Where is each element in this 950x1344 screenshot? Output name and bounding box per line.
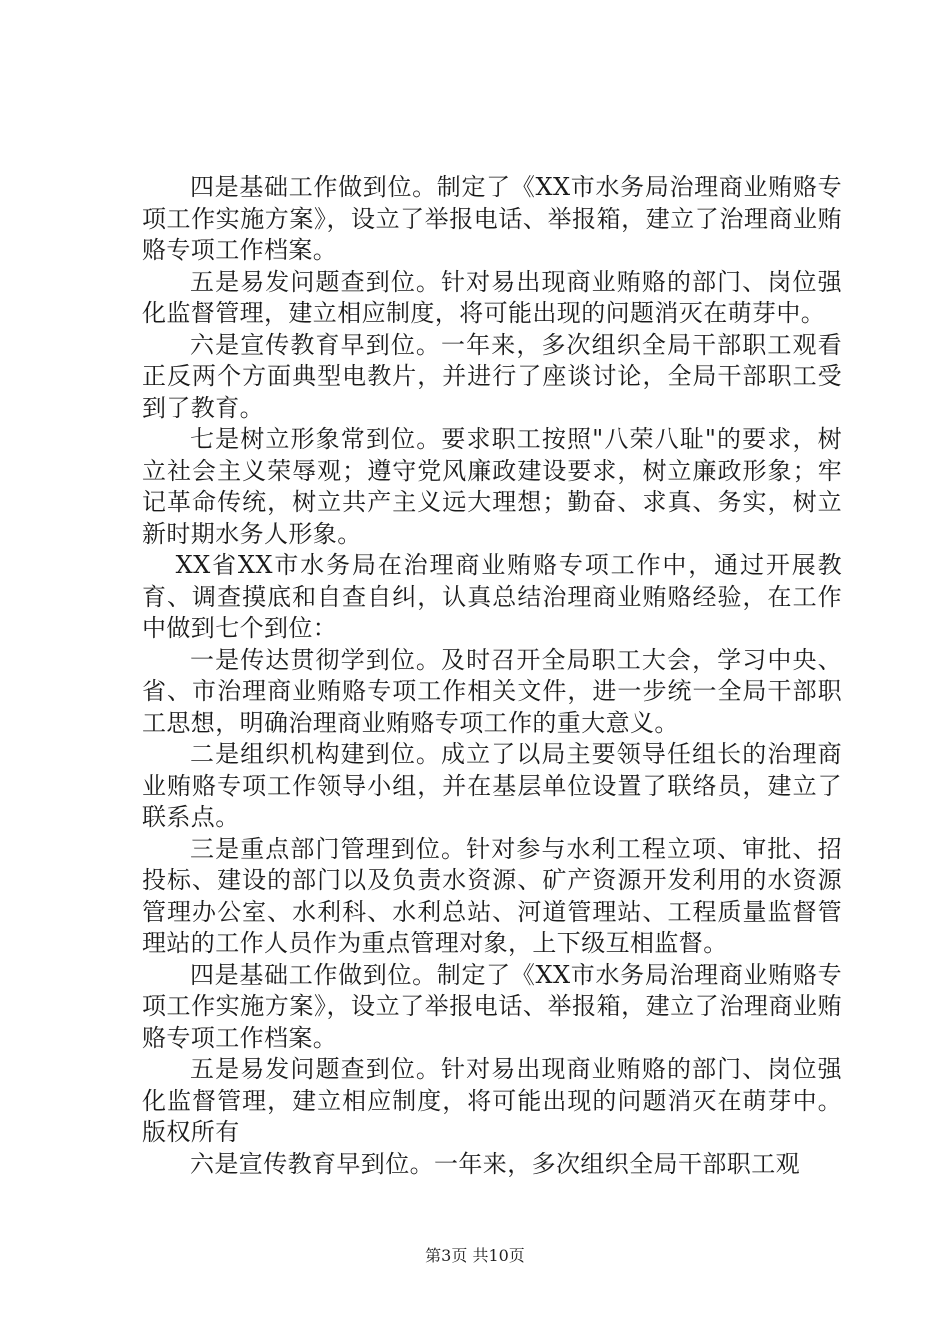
page-footer: 第3页 共10页 bbox=[425, 1246, 525, 1265]
paragraph-2: 二是组织机构建到位。成立了以局主要领导任组长的治理商业贿赂专项工作领导小组，并在基层单位设置了联络员，建立了联系点。 bbox=[142, 740, 842, 831]
paragraph-7: 七是树立形象常到位。要求职工按照"八荣八耻"的要求，树立社会主义荣辱观；遵守党风廉政建设要求，树立廉政形象；牢记革命传统，树立共产主义远大理想；勤奋、求真、务实，树立新时期水务人形象。 bbox=[142, 425, 842, 548]
paragraph-intro: XX省XX市水务局在治理商业贿赂专项工作中，通过开展教育、调查摸底和自查自纠，认真总结治理商业贿赂经验，在工作中做到七个到位： bbox=[142, 551, 842, 642]
document-body bbox=[142, 172, 842, 1180]
paragraph-5: 五是易发问题查到位。针对易出现商业贿赂的部门、岗位强化监督管理，建立相应制度，将可能出现的问题消灭在萌芽中。 bbox=[142, 267, 842, 327]
paragraph-5-repeat: 五是易发问题查到位。针对易出现商业贿赂的部门、岗位强化监督管理，建立相应制度，将可能出现的问题消灭在萌芽中。版权所有 bbox=[142, 1055, 842, 1146]
paragraph-6-repeat: 六是宣传教育早到位。一年来，多次组织全局干部职工观 bbox=[190, 1149, 800, 1178]
paragraph-4: 四是基础工作做到位。制定了《XX市水务局治理商业贿赂专项工作实施方案》，设立了举报电话、举报箱，建立了治理商业贿赂专项工作档案。 bbox=[142, 173, 842, 264]
paragraph-4-repeat: 四是基础工作做到位。制定了《XX市水务局治理商业贿赂专项工作实施方案》，设立了举报电话、举报箱，建立了治理商业贿赂专项工作档案。 bbox=[142, 960, 842, 1052]
paragraph-6: 六是宣传教育早到位。一年来，多次组织全局干部职工观看正反两个方面典型电教片，并进行了座谈讨论，全局干部职工受到了教育。 bbox=[142, 330, 842, 422]
paragraph-3: 三是重点部门管理到位。针对参与水利工程立项、审批、招投标、建设的部门以及负责水资源、矿产资源开发利用的水资源管理办公室、水利科、水利总站、河道管理站、工程质量监督管理站的工作人员作为重点管理对象，上下级互相监督。 bbox=[142, 834, 842, 957]
paragraph-1: 一是传达贯彻学到位。及时召开全局职工大会，学习中央、省、市治理商业贿赂专项工作相关文件，进一步统一全局干部职工思想，明确治理商业贿赂专项工作的重大意义。 bbox=[142, 645, 842, 737]
